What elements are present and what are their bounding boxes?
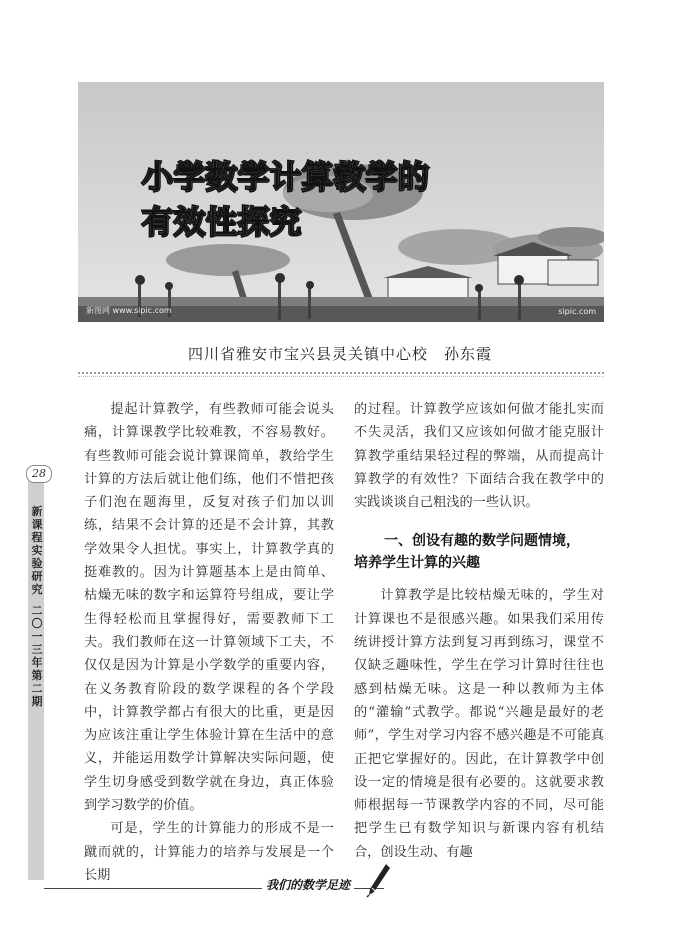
header-banner xyxy=(78,82,604,322)
author-affiliation: 四川省雅安市宝兴县灵关镇中心校 孙东霞 xyxy=(187,345,492,363)
article-title-line1: 小学数学计算教学的 xyxy=(142,160,430,196)
journal-name: 新课程实验研究 xyxy=(31,505,43,596)
paragraph-continuation: 的过程。计算教学应该如何做才能扎实而不失灵活，我们又应该如何做才能克服计算教学重结果轻过程的弊端，从而提高计算教学的有效性？下面结合我在教学中的实践谈谈自己粗浅的一些认识。 xyxy=(354,402,604,511)
section-heading-line2: 培养学生计算的兴趣 xyxy=(354,555,480,572)
paragraph: 可是，学生的计算能力的形成不是一蹴而就的，计算能力的培养与发展是一个长期 xyxy=(84,821,334,883)
footer-column-label: 我们的数学足迹 xyxy=(262,876,354,893)
issue-label: 二〇一三年 第二期 xyxy=(31,604,43,708)
left-column xyxy=(84,398,334,887)
image-credit-left: 新图网 www.sipic.com xyxy=(86,306,172,315)
article-title-line2: 有效性探究 xyxy=(142,205,302,241)
right-column xyxy=(354,398,604,864)
paragraph: 提起计算教学，有些教师可能会说头痛，计算课教学比较难教，不容易教好。有些教师可能会说计算课简单，教给学生计算的方法后就让他们练，他们不惜把孩子们泡在题海里，反复对孩子们加以训练，结果不会计算的还是不会计算，其教学效果令人担忧。事实上，计算教学真的挺难教的。因为计算题基本上是由简单、枯燥无味的数字和运算符号组成，要让学生得轻松而且掌握得好，需要教师下工夫。我们教师在这一计算领域下工夫，不仅仅是因为计算是小学数学的重要内容，在义务教育阶段的数学课程的各个学段中，计算教学都占有很大的比重，更是因为应该注重让学生体验计算在生活中的意义，并能运用数学计算解决实际问题，使学生切身感受到数学就在身边，真正体验到学习数学的价值。 xyxy=(84,402,334,814)
decorative-divider xyxy=(78,372,604,374)
journal-name-vertical xyxy=(30,505,44,708)
section-heading-line1: 一、创设有趣的数学问题情境， xyxy=(384,533,580,550)
image-credit-right: sipic.com xyxy=(558,307,596,316)
page-number: 28 xyxy=(26,465,52,483)
section-heading xyxy=(354,530,604,574)
fountain-pen-icon xyxy=(366,862,392,898)
paragraph: 计算教学是比较枯燥无味的，学生对计算课也不是很感兴趣。如果我们采用传统讲授计算方法到复习再到练习，课堂不仅缺乏趣味性，学生在学习计算时往往也感到枯燥无味。这是一种以教师为主体的“灌输”式教学。都说“兴趣是最好的老师”，学生对学习内容不感兴趣是不可能真正把它掌握好的。因此，在计算教学中创设一定的情境是很有必要的。这就要求教师根据每一节课教学内容的不同，尽可能把学生已有数学知识与新课内容有机结合，创设生动、有趣 xyxy=(354,588,604,860)
decorative-divider-secondary xyxy=(78,376,604,377)
